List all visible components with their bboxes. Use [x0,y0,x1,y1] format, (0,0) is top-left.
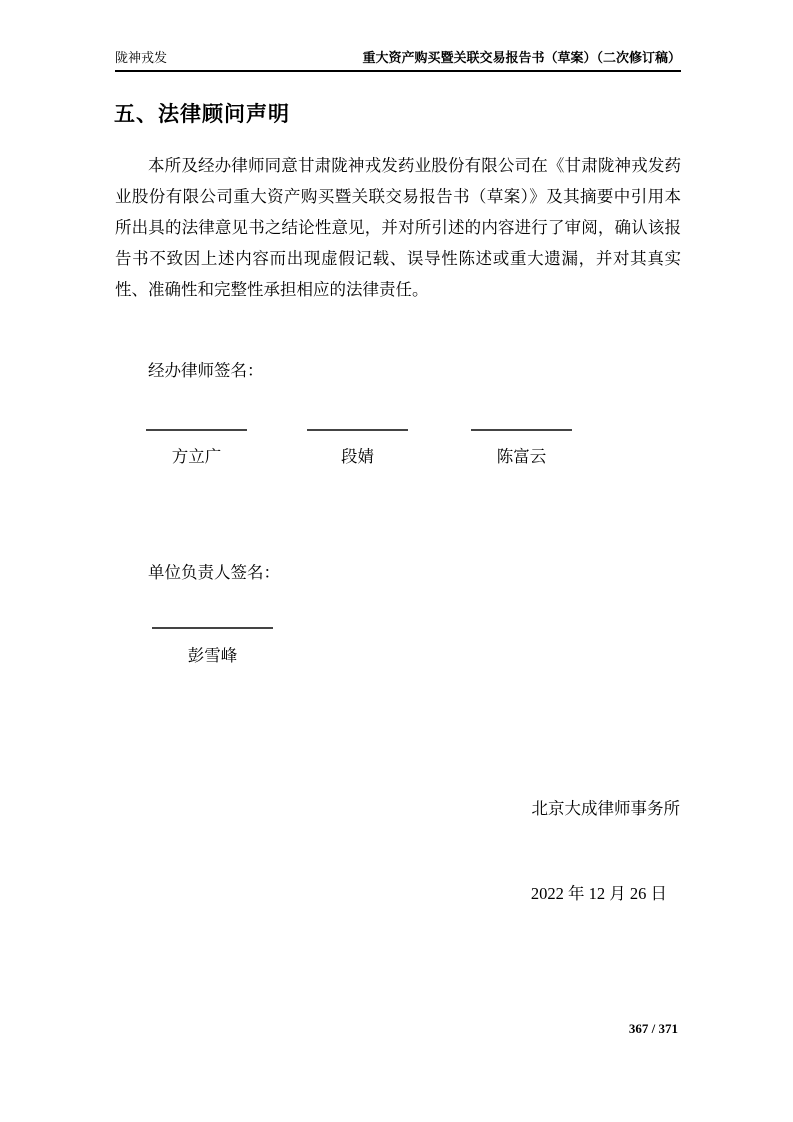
signature-line-lawyer-1 [146,429,247,431]
section-title: 五、法律顾问声明 [114,103,290,126]
lawyer-name-1: 方立广 [171,447,222,466]
unit-head-name: 彭雪峰 [187,646,238,665]
unit-head-signature-label: 单位负责人签名： [148,563,280,582]
lawyer-name-3: 陈富云 [496,447,547,466]
law-firm-name: 北京大成律师事务所 [531,799,680,818]
header-company-short: 陇神戎发 [115,50,168,65]
signature-line-lawyer-3 [471,429,572,431]
signature-line-lawyer-2 [307,429,408,431]
lawyer-name-2: 段婧 [341,447,374,466]
statement-paragraph: 本所及经办律师同意甘肃陇神戎发药业股份有限公司在《甘肃陇神戎发药业股份有限公司重大资产购买暨关联交易报告书（草案）》及其摘要中引用本所出具的法律意见书之结论性意见，并对所引述的内容进行了审阅，确认该报告书不致因上述内容而出现虚假记载、误导性陈述或重大遗漏，并对其真实性、准确性和完整性承担相应的法律责任。 [115,156,681,299]
signature-line-unit-head [152,627,273,629]
page-header [115,50,681,72]
page-number: 367 / 371 [628,1021,678,1036]
header-report-title: 重大资产购买暨关联交易报告书（草案）（二次修订稿） [362,50,681,65]
lawyer-signature-label: 经办律师签名： [148,361,264,380]
signature-date: 2022 年 12 月 26 日 [530,884,667,903]
